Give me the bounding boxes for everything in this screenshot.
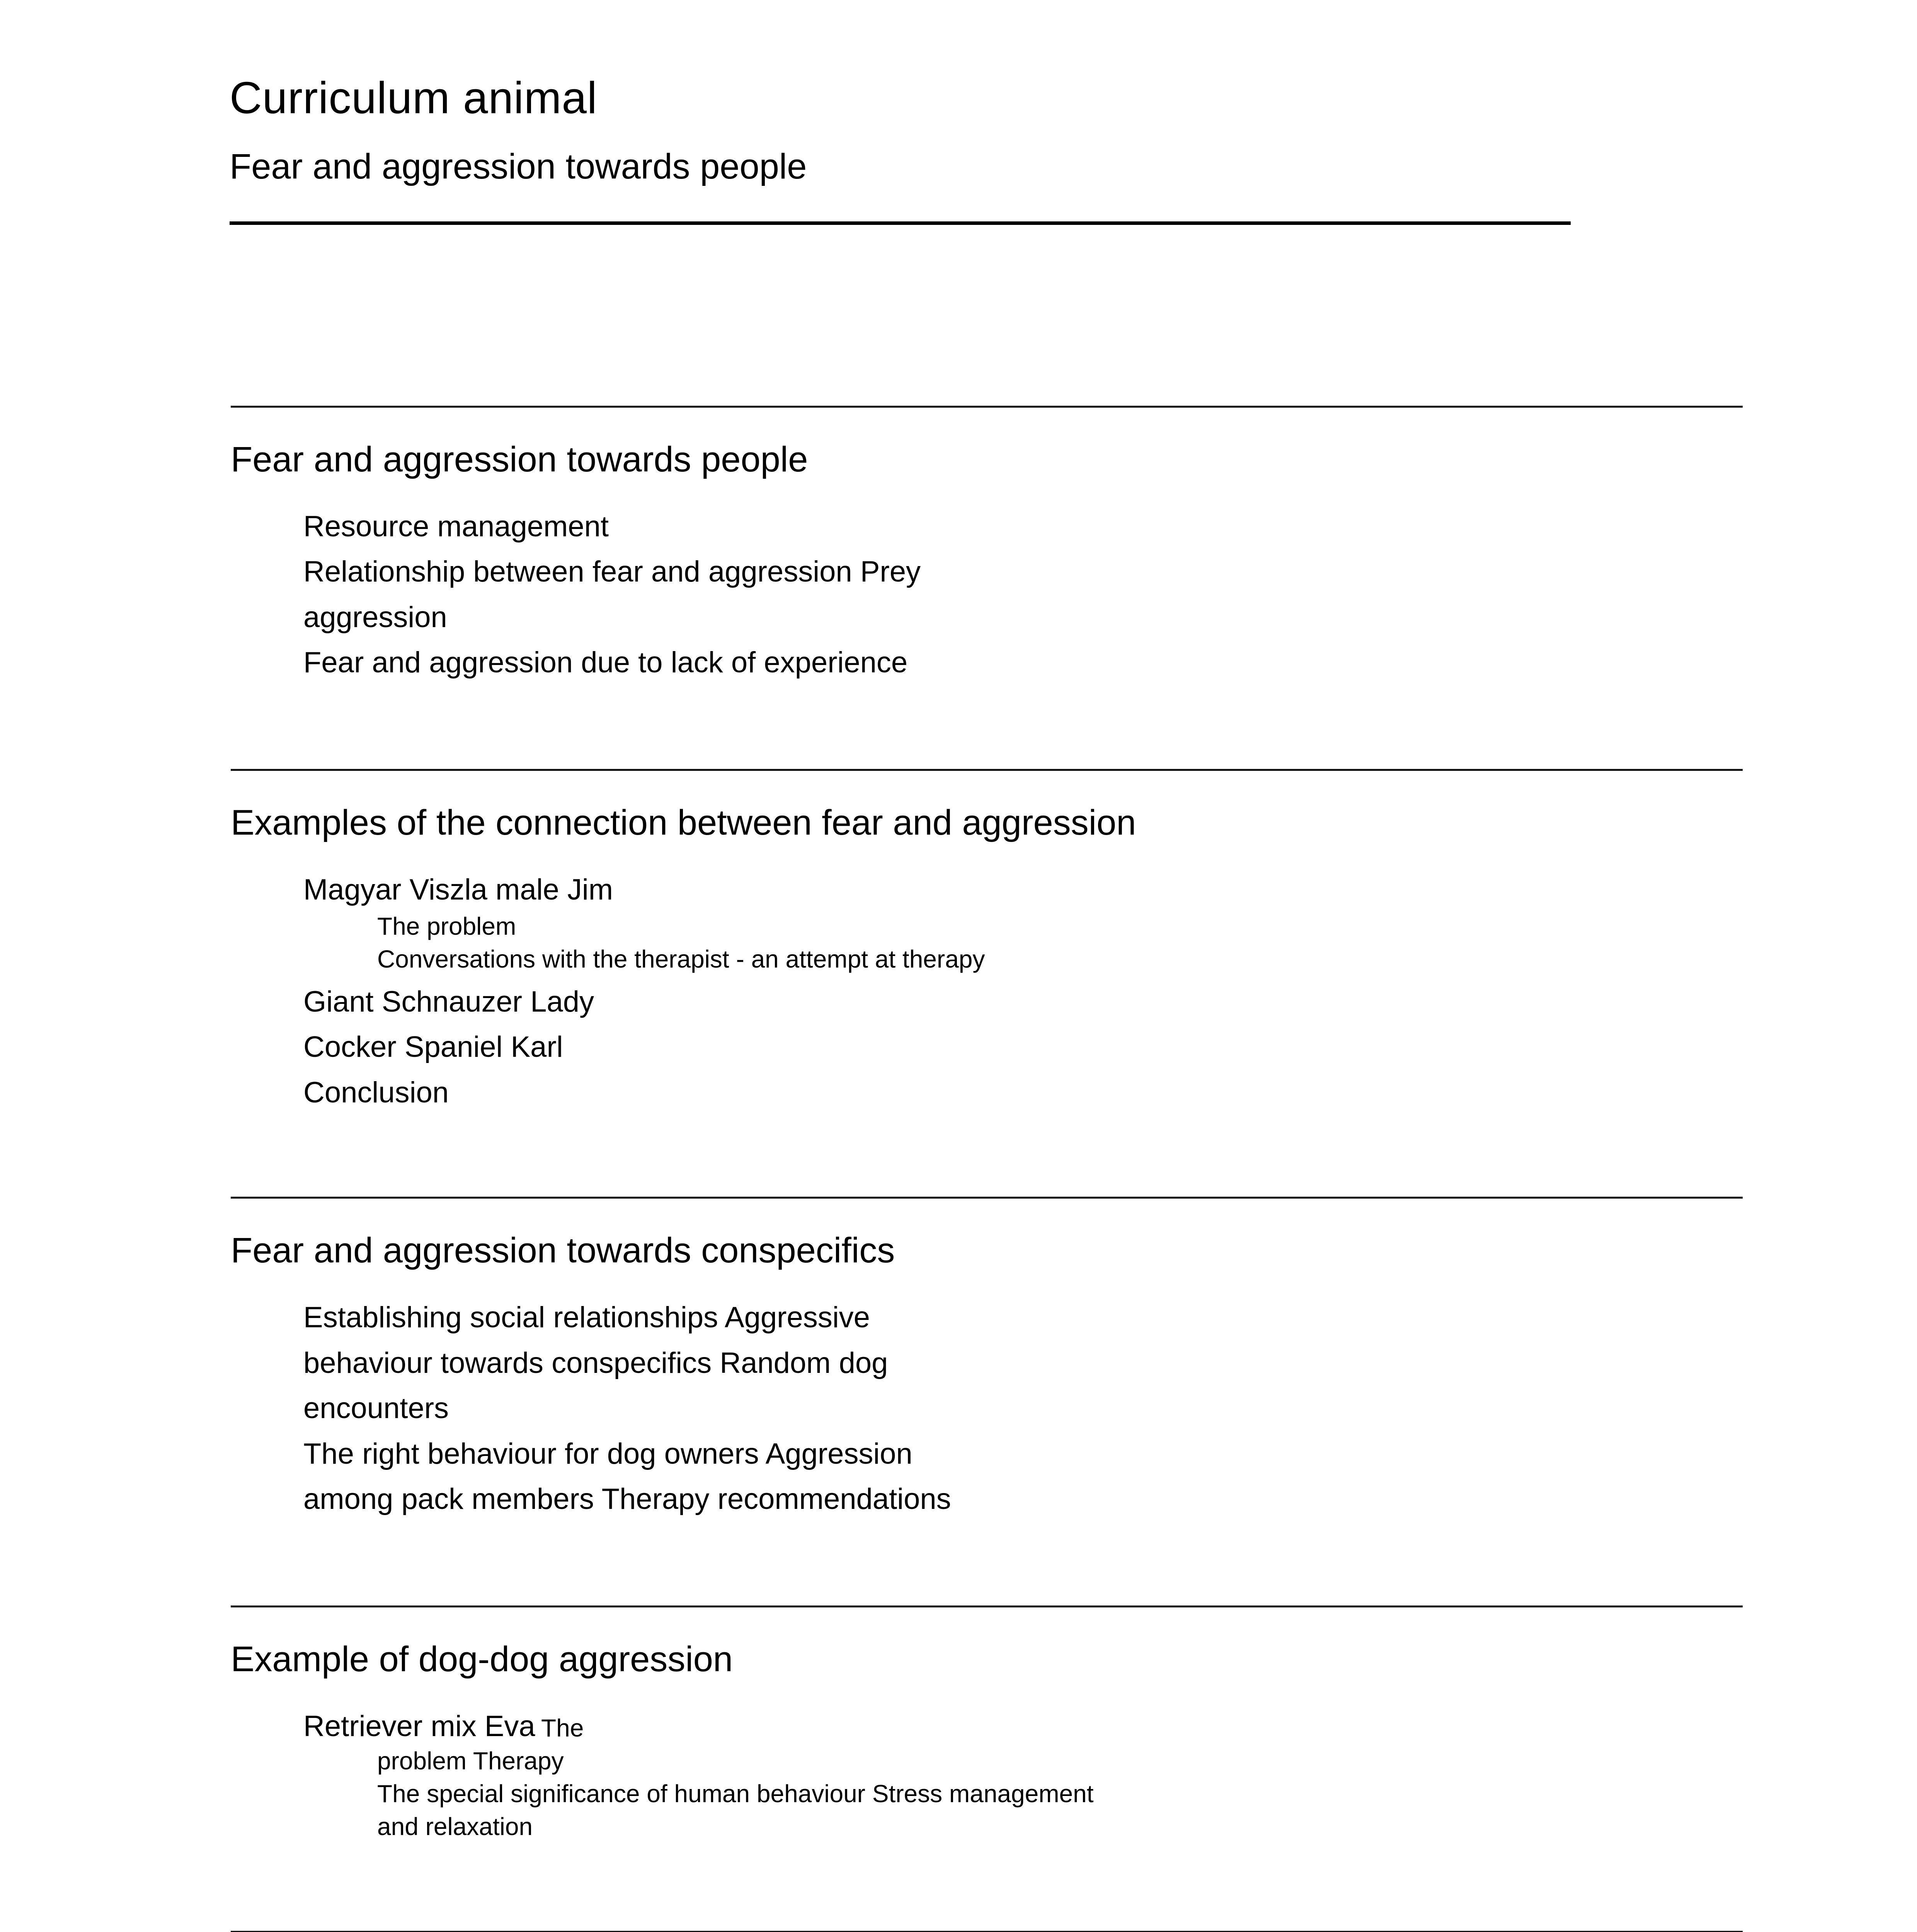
list-item: Conclusion (303, 1076, 449, 1109)
section-heading: Example of dog-dog aggression (231, 1639, 733, 1679)
document-title: Curriculum animal (230, 73, 598, 123)
section-divider (231, 406, 1743, 408)
section-heading: Fear and aggression towards people (231, 440, 808, 479)
header-divider (230, 221, 1571, 225)
list-item: Relationship between fear and aggression Prey (303, 555, 921, 588)
sub-list-item: The special significance of human behaviour Stress management (377, 1780, 1094, 1808)
list-item: Fear and aggression due to lack of experience (303, 646, 908, 679)
sub-list-item: problem Therapy (377, 1747, 564, 1775)
section-divider (231, 769, 1743, 771)
list-item: Resource management (303, 510, 609, 543)
list-item: behaviour towards conspecifics Random dog (303, 1347, 888, 1379)
list-item: The right behaviour for dog owners Aggression (303, 1437, 913, 1470)
list-item: Establishing social relationships Aggressive (303, 1301, 870, 1334)
list-item: Cocker Spaniel Karl (303, 1031, 563, 1063)
sub-list-item: Conversations with the therapist - an attempt at therapy (377, 945, 985, 973)
section-heading: Examples of the connection between fear and aggression (231, 803, 1136, 842)
list-item: Magyar Viszla male Jim (303, 873, 613, 906)
sub-list-item: The (541, 1714, 584, 1742)
list-item: Retriever mix Eva (303, 1710, 535, 1743)
section-divider (231, 1605, 1743, 1607)
section-divider (231, 1197, 1743, 1199)
section-heading: Fear and aggression towards conspecifics (231, 1231, 895, 1270)
sub-list-item: and relaxation (377, 1813, 533, 1840)
list-item: among pack members Therapy recommendations (303, 1483, 951, 1515)
document-subtitle: Fear and aggression towards people (230, 147, 807, 186)
list-item: aggression (303, 601, 447, 634)
list-item: encounters (303, 1392, 449, 1425)
sub-list-item: The problem (377, 912, 516, 940)
list-item: Giant Schnauzer Lady (303, 985, 594, 1018)
